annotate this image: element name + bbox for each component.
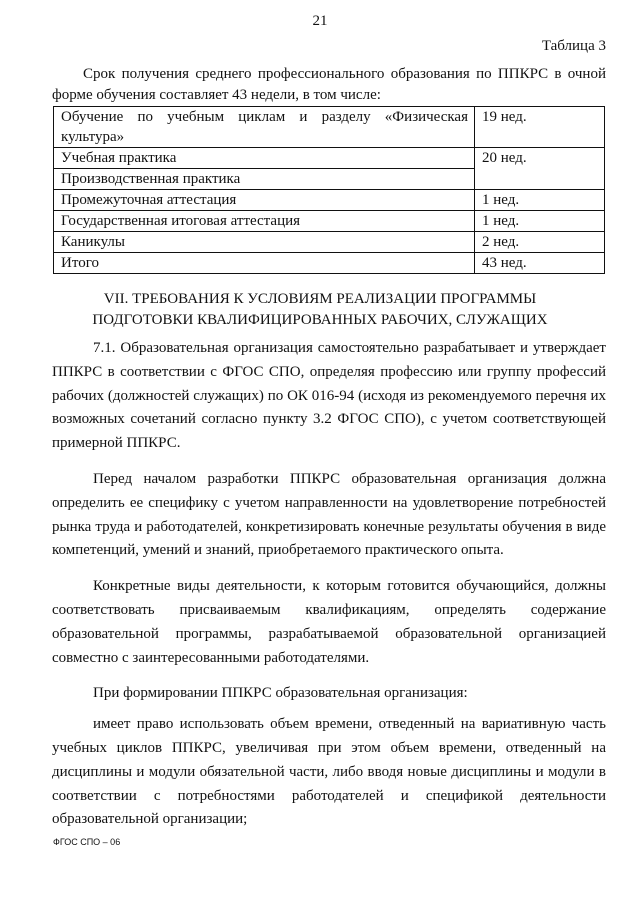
table-cell-name: Учебная практика bbox=[54, 148, 475, 169]
intro-paragraph: Срок получения среднего профессионального образования по ППКРС в очной форме обучения составляет 43 недели, в том числе: bbox=[52, 66, 606, 103]
table-row bbox=[54, 148, 605, 169]
section-title-line: ПОДГОТОВКИ КВАЛИФИЦИРОВАННЫХ РАБОЧИХ, СЛУЖАЩИХ bbox=[92, 312, 548, 328]
table-row-total bbox=[54, 253, 605, 274]
section-title bbox=[0, 289, 640, 331]
table-cell-name: Обучение по учебным циклам и разделу «Физическая культура» bbox=[54, 107, 475, 148]
table-cell-value: 1 нед. bbox=[475, 190, 605, 211]
table-cell-value: 2 нед. bbox=[475, 232, 605, 253]
paragraph: При формировании ППКРС образовательная организация: bbox=[93, 685, 468, 702]
table-cell-value: 19 нед. bbox=[475, 107, 605, 148]
paragraph-7-1: 7.1. Образовательная организация самостоятельно разрабатывает и утверждает ППКРС в соответствии с ФГОС СПО, определяя профессию или группу профессий рабочих (должностей служащих) по ОК 016-94 (исходя из рекомендуемого перечня их возможных сочетаний согласно пункту 3.2 ФГОС СПО), с учетом соответствующей примерной ППКРС. bbox=[52, 340, 606, 452]
table-row bbox=[54, 211, 605, 232]
table-cell-name: Итого bbox=[54, 253, 475, 274]
table-cell-name: Каникулы bbox=[54, 232, 475, 253]
table-cell-value: 43 нед. bbox=[475, 253, 605, 274]
table-cell-name: Государственная итоговая аттестация bbox=[54, 211, 475, 232]
section-title-line: VII. ТРЕБОВАНИЯ К УСЛОВИЯМ РЕАЛИЗАЦИИ ПРОГРАММЫ bbox=[103, 291, 537, 307]
table-row bbox=[54, 232, 605, 253]
table-cell-value: 1 нед. bbox=[475, 211, 605, 232]
table-row bbox=[54, 107, 605, 148]
paragraph: Конкретные виды деятельности, к которым готовится обучающийся, должны соответствовать присваиваемым квалификациям, определять содержание образовательной программы, разрабатываемой образовательной организацией совместно с заинтересованными работодателями. bbox=[52, 578, 606, 666]
study-duration-table bbox=[53, 106, 605, 274]
footer-code: ФГОС СПО – 06 bbox=[53, 837, 121, 847]
paragraph: имеет право использовать объем времени, отведенный на вариативную часть учебных циклов ППКРС, увеличивая при этом объем времени, отведенный на дисциплины и модули обязательной части, либо вводя новые дисциплины и модули в соответствии с потребностями работодателей и спецификой деятельности образовательной организации; bbox=[52, 716, 606, 828]
paragraph: Перед началом разработки ППКРС образовательная организация должна определить ее специфику с учетом направленности на удовлетворение потребностей рынка труда и работодателей, конкретизировать конечные результаты обучения в виде компетенций, умений и знаний, приобретаемого практического опыта. bbox=[52, 470, 606, 559]
table-cell-name: Производственная практика bbox=[54, 169, 475, 190]
table-cell-value: 20 нед. bbox=[475, 148, 605, 190]
table-row bbox=[54, 190, 605, 211]
section-body bbox=[52, 337, 606, 844]
table-cell-name: Промежуточная аттестация bbox=[54, 190, 475, 211]
table-label: Таблица 3 bbox=[541, 38, 606, 54]
page-number: 21 bbox=[312, 13, 328, 29]
